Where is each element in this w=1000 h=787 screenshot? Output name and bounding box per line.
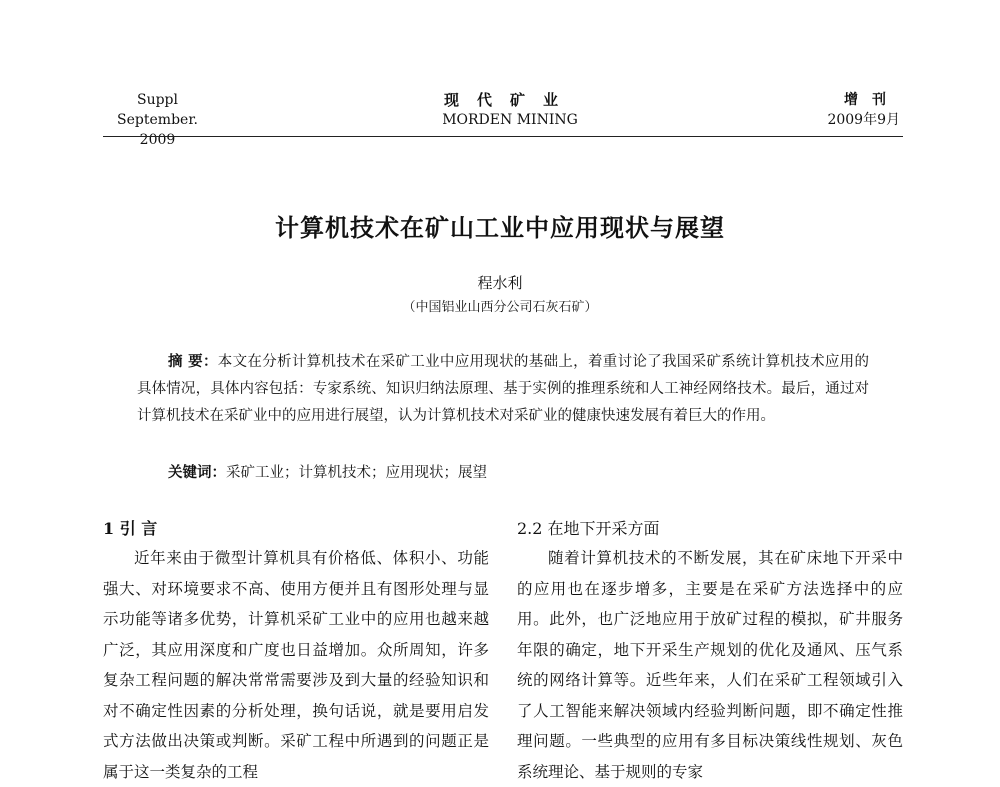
abstract [137, 348, 869, 430]
section-heading-underground: 2.2 在地下开采方面 [517, 519, 660, 538]
introduction-paragraph: 近年来由于微型计算机具有价格低、体积小、功能强大、对环境要求不高、使用方便并且有图形处理与显示功能等诸多优势，计算机采矿工业中的应用也越来越广泛，其应用深度和广度也日益增加。众所周知，许多复杂工程问题的解决常常需要涉及到大量的经验知识和对不确定性因素的分析处理，换句话说，就是要用启发式方法做出决策或判断。采矿工程中所遇到的问题正是属于这一类复杂的工程 [103, 549, 489, 781]
keywords [168, 461, 868, 482]
header-suppl: Suppl [136, 92, 178, 108]
paper-author: 程水利 [477, 274, 523, 292]
left-column [103, 515, 489, 787]
paper-title: 计算机技术在矿山工业中应用现状与展望 [275, 213, 725, 242]
journal-name-en: MORDEN MINING [442, 112, 578, 128]
journal-header-left [105, 90, 210, 150]
underground-paragraph: 随着计算机技术的不断发展，其在矿床地下开采中的应用也在逐步增多，主要是在采矿方法选择中的应用。此外，也广泛地应用于放矿过程的模拟，矿井服务年限的确定，地下开采生产规划的优化及通风、压气系统的网络计算等。近些年来，人们在采矿工程领域引入了人工智能来解决领域内经验判断问题，即不确定性推理问题。一些典型的应用有多目标决策线性规划、灰色系统理论、基于规则的专家 [517, 549, 903, 781]
header-rule [103, 136, 903, 137]
journal-header-center [380, 90, 640, 130]
paper-affiliation: （中国铝业山西分公司石灰石矿） [402, 300, 598, 315]
right-column [517, 515, 903, 787]
header-date-cn: 2009年9月 [827, 112, 900, 128]
abstract-label: 摘 要： [168, 353, 218, 370]
keywords-text: 采矿工业；计算机技术；应用现状；展望 [226, 465, 487, 481]
journal-header-right [790, 90, 900, 130]
section-heading-introduction: 1 引 言 [103, 519, 158, 538]
header-date-en: September. 2009 [117, 112, 198, 148]
journal-name-cn: 现代矿业 [443, 91, 576, 109]
header-supplement-cn: 增刊 [844, 92, 900, 108]
keywords-label: 关键词： [168, 464, 226, 481]
abstract-text: 本文在分析计算机技术在采矿工业中应用现状的基础上，着重讨论了我国采矿系统计算机技术应用的具体情况，具体内容包括：专家系统、知识归纳法原理、基于实例的推理系统和人工神经网络技术。最后，通过对计算机技术在采矿业中的应用进行展望，认为计算机技术对采矿业的健康快速发展有着巨大的作用。 [137, 354, 869, 424]
